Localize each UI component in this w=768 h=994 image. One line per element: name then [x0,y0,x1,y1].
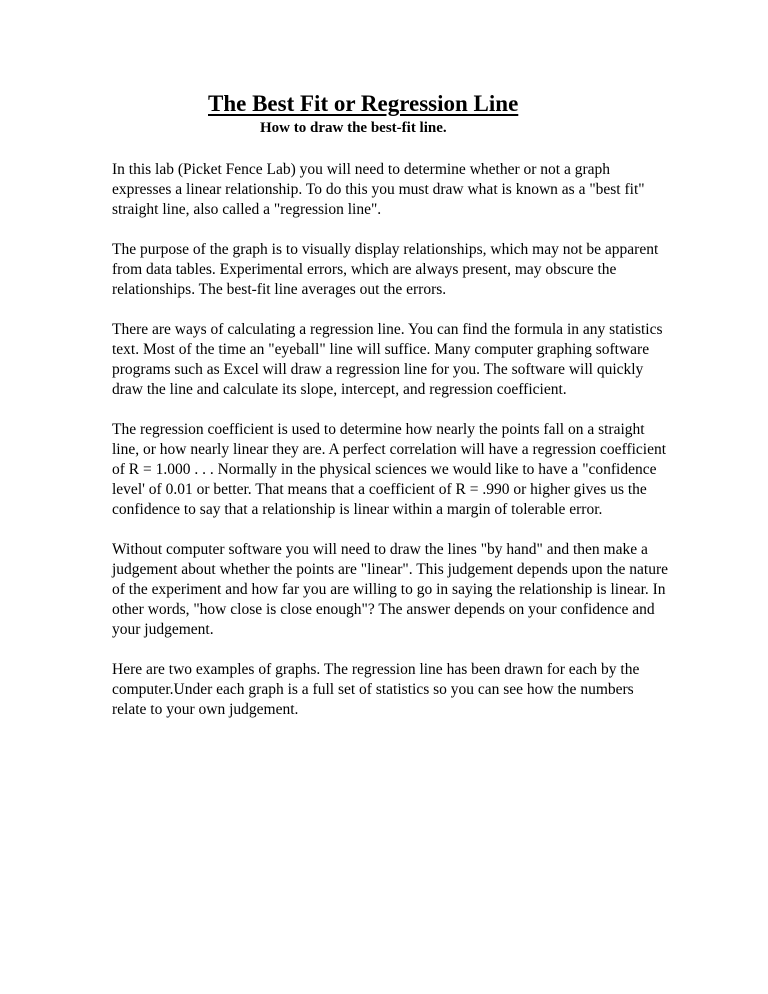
paragraph-examples [112,660,672,720]
text-line: draw the line and calculate its slope, intercept, and regression coefficient. [112,381,567,398]
paragraph-calculating-regression [112,320,672,400]
text-line: of R = 1.000 . . . Normally in the physical sciences we would like to have a "confidence [112,461,657,478]
text-line: your judgement. [112,621,214,638]
paragraph-graph-purpose [112,240,672,300]
text-line: relationships. The best-fit line averages out the errors. [112,281,447,298]
text-line: programs such as Excel will draw a regression line for you. The software will quickly [112,361,644,378]
text-line: of the experiment and how far you are willing to go in saying the relationship is linear. In [112,581,666,598]
text-line: level' of 0.01 or better. That means that a coefficient of R = .990 or higher gives us the [112,481,647,498]
text-line: judgement about whether the points are "linear". This judgement depends upon the nature [112,561,669,578]
document-subtitle: How to draw the best-fit line. [260,120,447,136]
text-line: straight line, also called a "regression line". [112,201,382,218]
text-line: expresses a linear relationship. To do this you must draw what is known as a "best fit" [112,181,645,198]
document-body [112,160,672,740]
text-line: In this lab (Picket Fence Lab) you will need to determine whether or not a graph [112,161,610,178]
paragraph-by-hand [112,540,672,640]
text-line: text. Most of the time an "eyeball" line will suffice. Many computer graphing software [112,341,650,358]
text-line: from data tables. Experimental errors, which are always present, may obscure the [112,261,617,278]
text-line: other words, "how close is close enough"? The answer depends on your confidence and [112,601,655,618]
text-line: confidence to say that a relationship is linear within a margin of tolerable error. [112,501,603,518]
text-line: Without computer software you will need to draw the lines "by hand" and then make a [112,541,648,558]
paragraph-regression-coefficient [112,420,672,520]
text-line: line, or how nearly linear they are. A perfect correlation will have a regression coefficient [112,441,667,458]
document-title: The Best Fit or Regression Line [208,91,519,116]
text-line: computer.Under each graph is a full set of statistics so you can see how the numbers [112,681,634,698]
paragraph-lab-intro [112,160,672,220]
text-line: The regression coefficient is used to determine how nearly the points fall on a straight [112,421,645,438]
text-line: There are ways of calculating a regression line. You can find the formula in any statistics [112,321,663,338]
text-line: The purpose of the graph is to visually display relationships, which may not be apparent [112,241,659,258]
text-line: Here are two examples of graphs. The regression line has been drawn for each by the [112,661,640,678]
text-line: relate to your own judgement. [112,701,299,718]
